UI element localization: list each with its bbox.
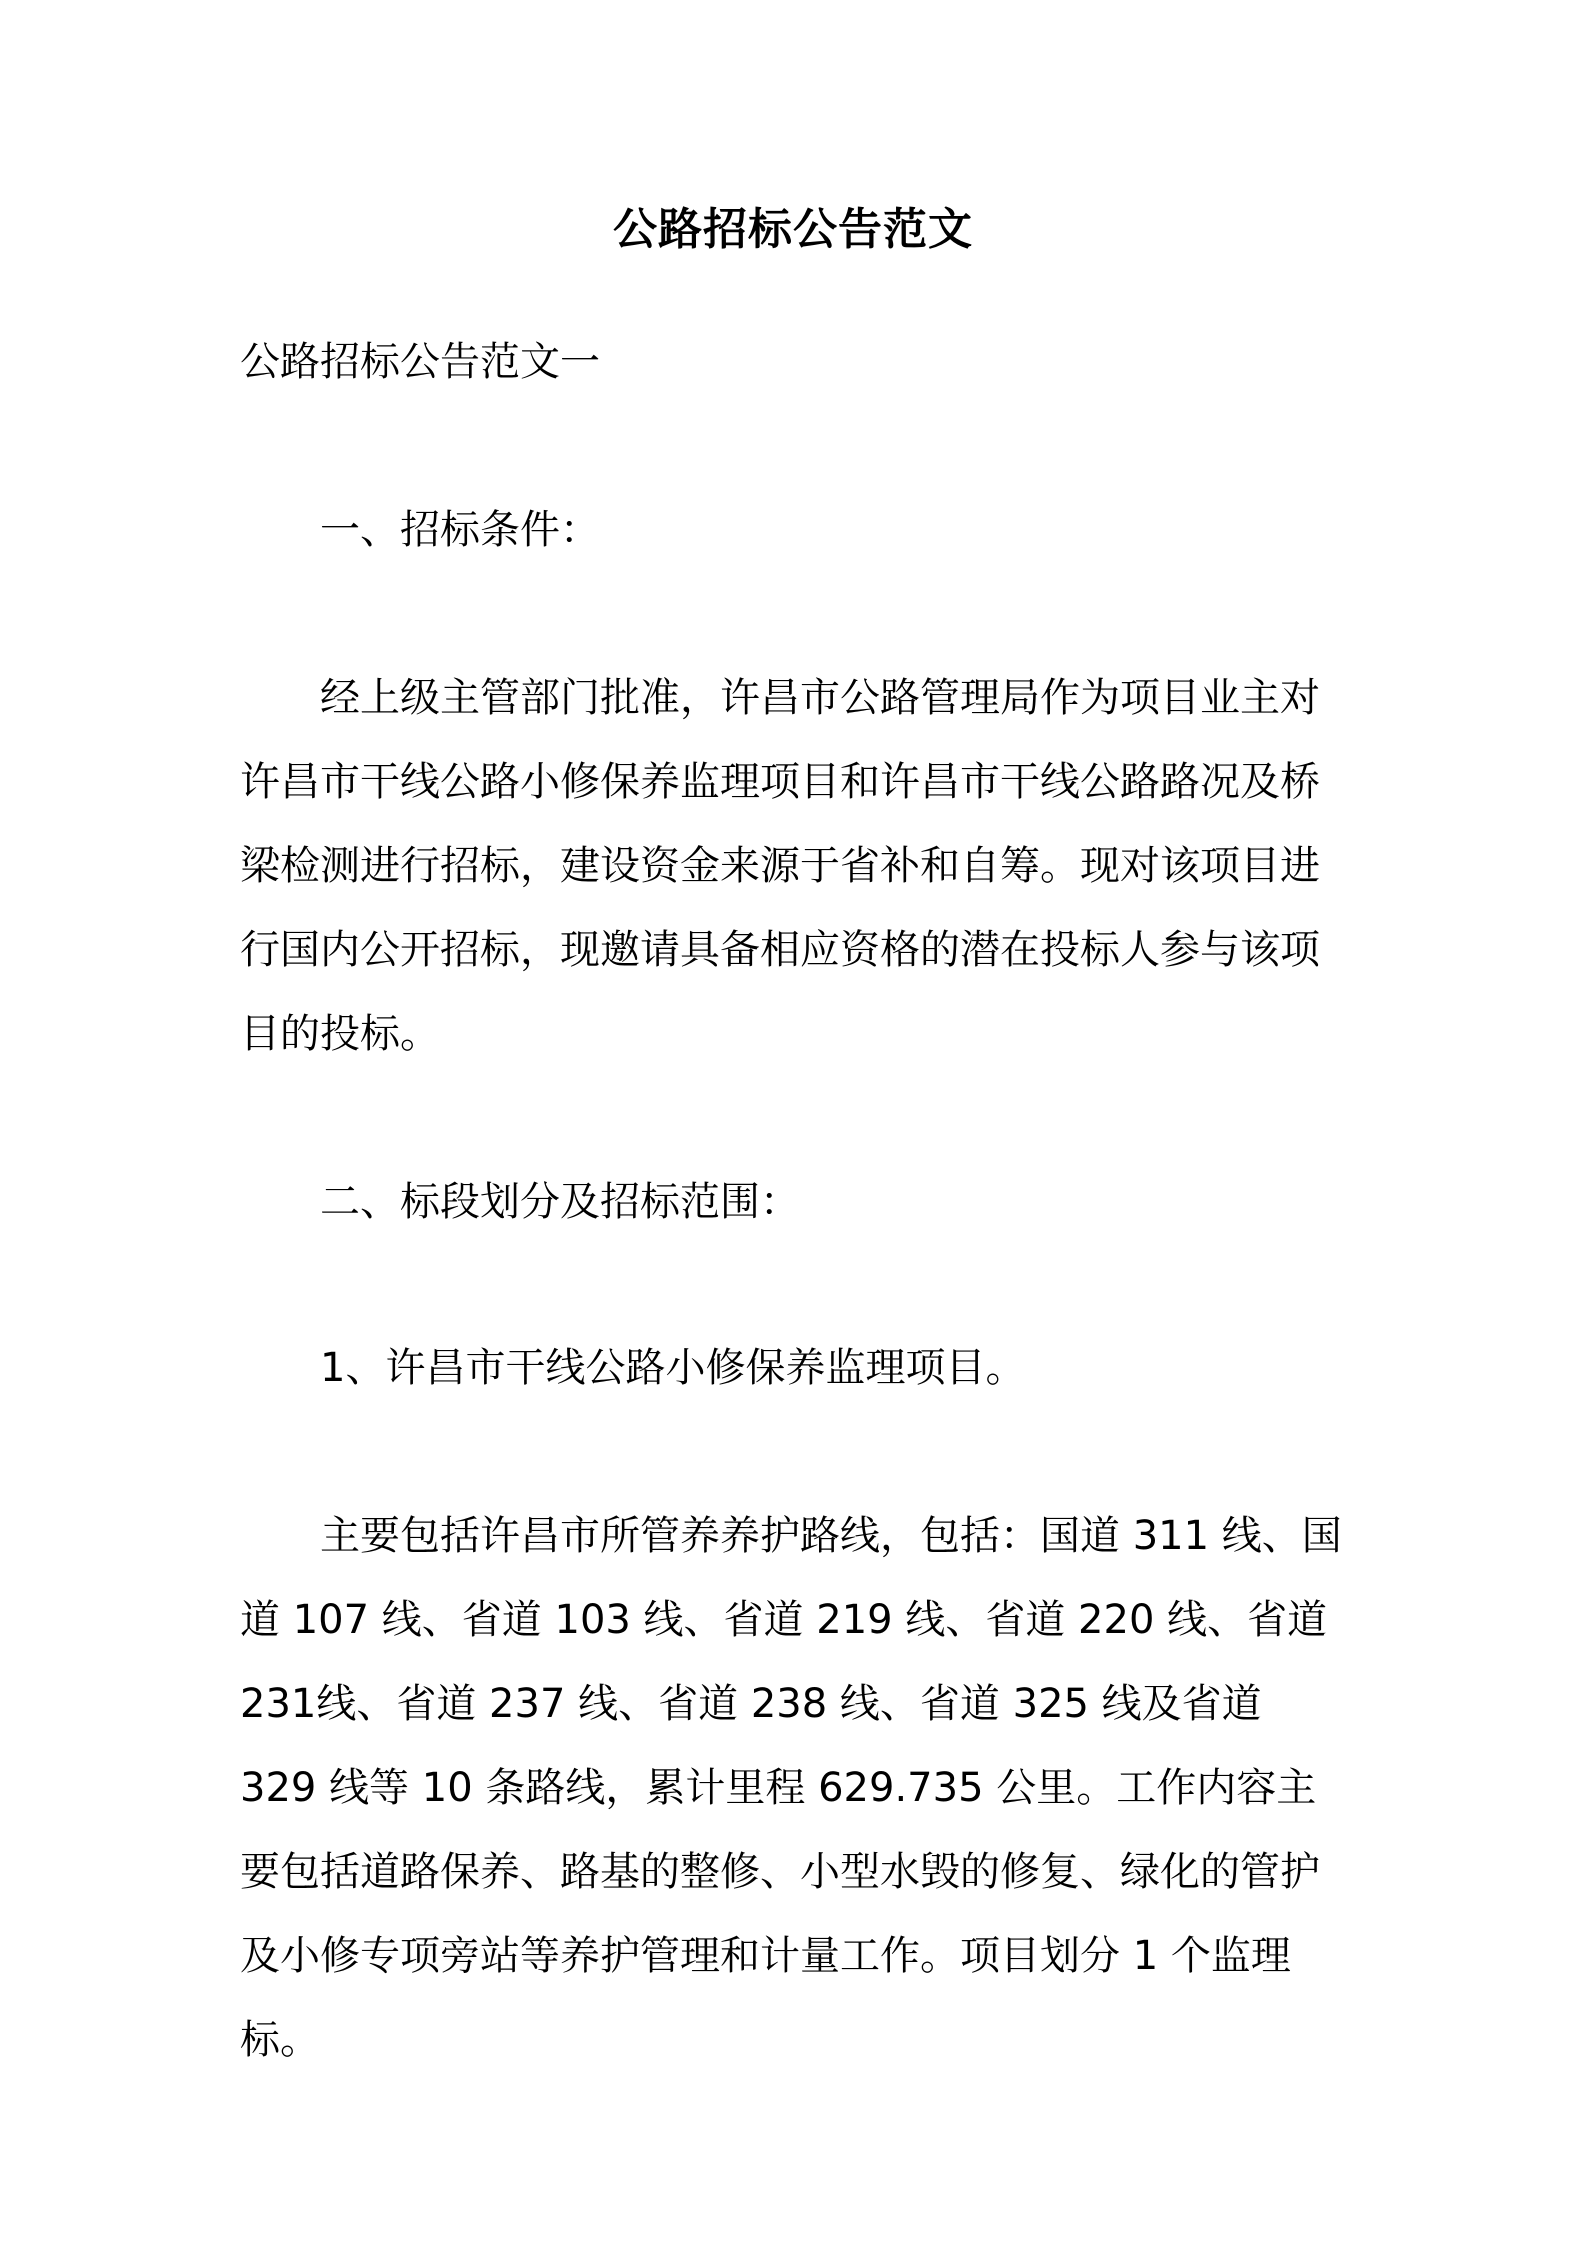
document-title: 公路招标公告范文 xyxy=(613,204,973,255)
section-paragraph-bidding-conditions: 经上级主管部门批准，许昌市公路管理局作为项目业主对许昌市干线公路小修保养监理项目和许昌市干线公路路况及桥梁检测进行招标，建设资金来源于省补和自筹。现对该项目进行国内公开招标，现邀请具备相应资格的潜在投标人参与该项目的投标。 xyxy=(240,675,1320,1057)
document-subtitle: 公路招标公告范文一 xyxy=(240,339,600,385)
section-paragraph-maintenance-supervision: 主要包括许昌市所管养养护路线，包括：国道 311 线、国道 107 线、省道 103 线、省道 219 线、省道 220 线、省道 231线、省道 237 线、省道 238 线、省道 325 线及省道 329 线等 10 条路线，累计里程 629.735 公里。工作内容主要包括道路保养、路基的整修、小型水毁的修复、绿化的管护及小修专项旁站等养护管理和计量工作。项目划分 1 个监理标。 xyxy=(240,1513,1342,2063)
section-subheading-maintenance-supervision: 1、许昌市干线公路小修保养监理项目。 xyxy=(320,1345,1026,1391)
section-heading-lot-division: 二、标段划分及招标范围： xyxy=(320,1179,800,1225)
section-heading-bidding-conditions: 一、招标条件： xyxy=(320,507,600,553)
